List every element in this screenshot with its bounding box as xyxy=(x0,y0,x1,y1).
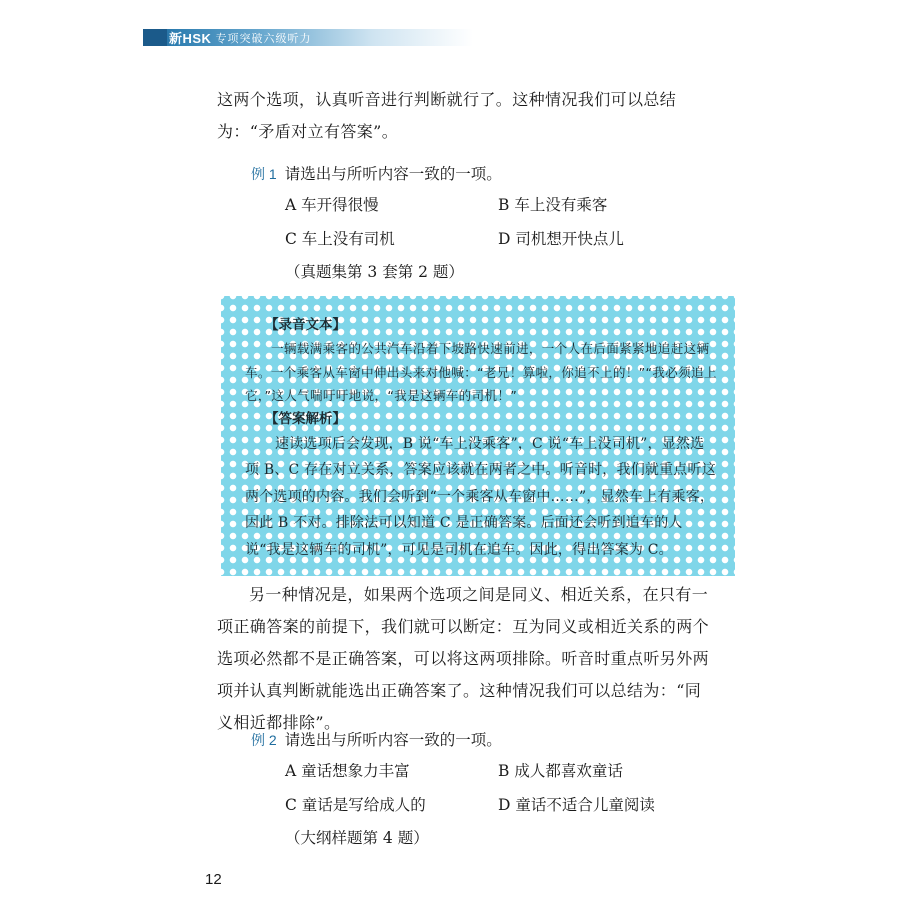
second-paragraph: 另一种情况是，如果两个选项之间是同义、相近关系，在只有一项正确答案的前提下，我们就可以断定：互为同义或相近关系的两个选项必然都不是正确答案，可以将这两项排除。听音时重点听另外两项并认真判断就能选出正确答案了。这种情况我们可以总结为：“同义相近都排除”。 xyxy=(217,585,710,732)
example-1-option-d: D 司机想开快点儿 xyxy=(498,230,624,248)
example-1-option-a: A 车开得很慢 xyxy=(285,196,379,214)
example-1 xyxy=(251,160,711,288)
transcript-heading: 【录音文本】 xyxy=(265,317,346,333)
example-1-option-b: B 车上没有乘客 xyxy=(498,196,608,214)
example-2-option-c: C 童话是写给成人的 xyxy=(285,796,426,814)
intro-paragraph: 这两个选项，认真听音进行判断就行了。这种情况我们可以总结为：“矛盾对立有答案”。 xyxy=(217,90,677,141)
page-number: 12 xyxy=(205,871,222,888)
example-1-label: 例 1 xyxy=(251,166,277,182)
example-1-option-c: C 车上没有司机 xyxy=(285,230,395,248)
example-2 xyxy=(251,726,711,854)
example-2-options xyxy=(285,754,711,822)
series-logo: 新HSK xyxy=(169,31,212,46)
book-title: 专项突破六级听力 xyxy=(215,32,312,45)
example-2-option-a: A 童话想象力丰富 xyxy=(285,762,410,780)
example-2-label: 例 2 xyxy=(251,732,277,748)
example-1-question-line xyxy=(251,160,711,188)
example-2-option-d: D 童话不适合儿童阅读 xyxy=(498,796,655,814)
transcript-text: 一辆载满乘客的公共汽车沿着下坡路快速前进，一个人在后面紧紧地追赶这辆车。一个乘客从车窗中伸出头来对他喊：“老兄！算啦，你追不上的！”“我必须追上它，”这人气喘吁吁地说，“我是这辆车的司机！” xyxy=(245,341,717,403)
answer-box xyxy=(241,314,717,563)
example-2-source: （大纲样题第 4 题） xyxy=(285,829,429,847)
example-2-option-b: B 成人都喜欢童话 xyxy=(498,762,623,780)
running-header xyxy=(143,29,488,46)
example-1-source: （真题集第 3 套第 2 题） xyxy=(285,263,464,281)
example-1-options xyxy=(285,188,711,256)
example-2-question-line xyxy=(251,726,711,754)
analysis-heading: 【答案解析】 xyxy=(265,410,346,427)
example-1-question: 请选出与所听内容一致的一项。 xyxy=(284,165,502,183)
header-color-block xyxy=(143,29,167,46)
example-2-question: 请选出与所听内容一致的一项。 xyxy=(284,731,502,749)
analysis-text: 速读选项后会发现，B 说“车上没乘客”，C 说“车上没司机”，显然选项 B、C 存在对立关系，答案应该就在两者之中。听音时，我们就重点听这两个选项的内容。我们会听到“一个乘客从车窗中……”，显然车上有乘客，因此 B 不对。排除法可以知道 C 是正确答案。后面还会听到追车的人说“我是这辆车的司机”，可见是司机在追车。因此，得出答案为 C。 xyxy=(245,435,716,558)
